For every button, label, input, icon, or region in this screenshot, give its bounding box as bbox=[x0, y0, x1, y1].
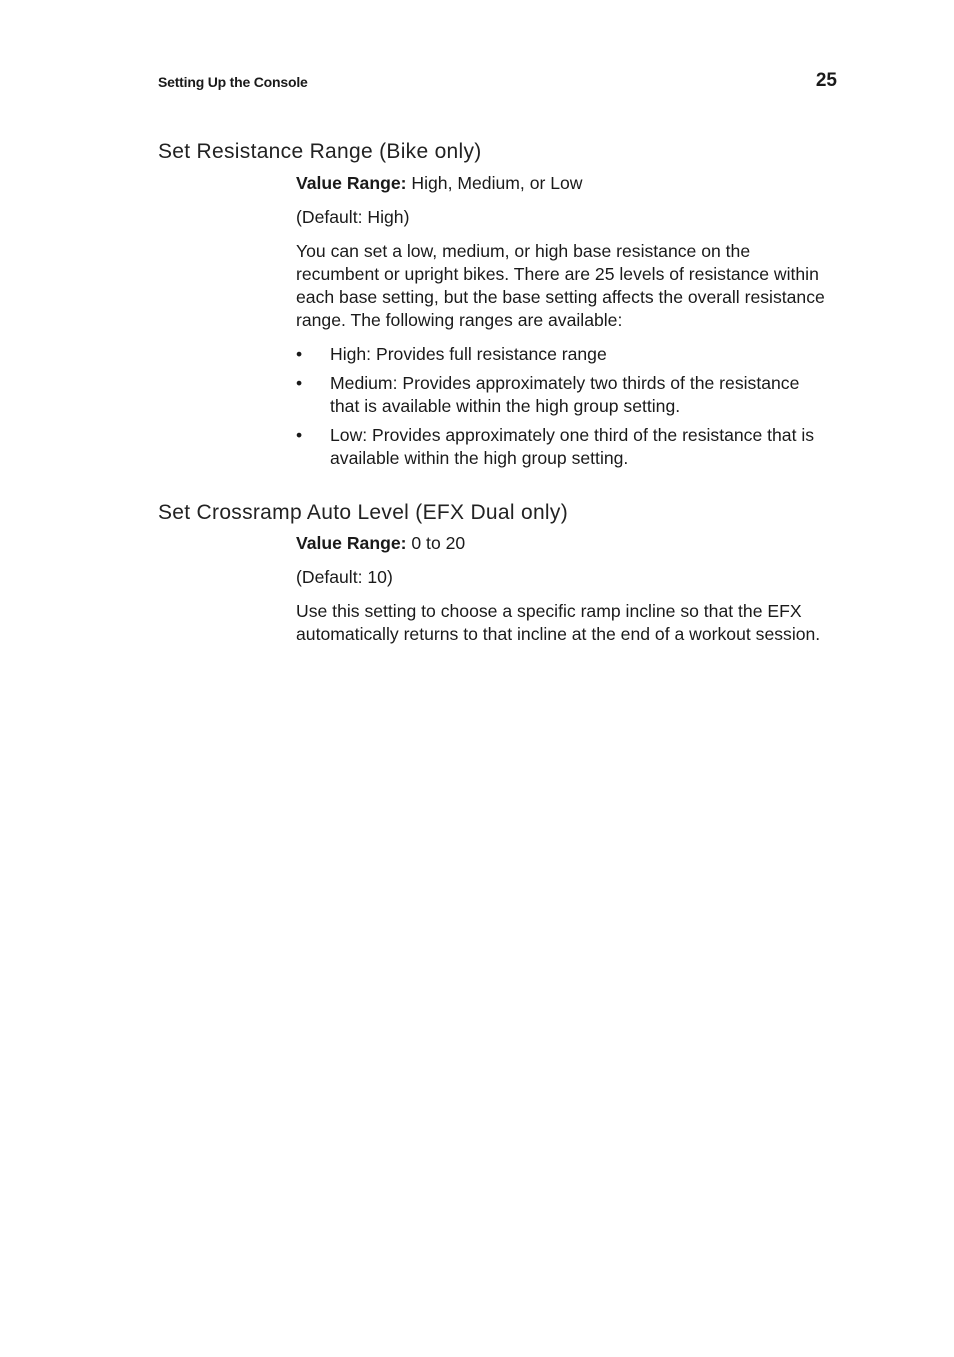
list-item-text: High: Provides full resistance range bbox=[330, 344, 607, 364]
list-item-text: Medium: Provides approximately two thirds of the resistance that is available within the high group setting. bbox=[330, 373, 800, 416]
page-number: 25 bbox=[815, 70, 837, 91]
bullet-icon: • bbox=[296, 344, 303, 364]
section-body-crossramp-auto-level bbox=[296, 532, 831, 657]
section-heading-resistance-range: Set Resistance Range (Bike only) bbox=[158, 140, 482, 163]
bullet-icon: • bbox=[296, 373, 303, 393]
value-range-label: Value Range: bbox=[296, 533, 407, 553]
value-range-line bbox=[296, 532, 831, 555]
section-body-resistance-range bbox=[296, 172, 831, 476]
default-value: (Default: High) bbox=[296, 207, 410, 227]
list-item bbox=[296, 343, 831, 366]
value-range-label: Value Range: bbox=[296, 173, 407, 193]
bullet-icon: • bbox=[296, 425, 303, 445]
section-description: Use this setting to choose a specific ramp incline so that the EFX automatically returns to that incline at the end of a workout session. bbox=[296, 601, 821, 644]
resistance-range-list bbox=[296, 343, 831, 470]
list-item-text: Low: Provides approximately one third of the resistance that is available within the high group setting. bbox=[330, 425, 815, 468]
value-range-value: 0 to 20 bbox=[406, 533, 466, 553]
default-value: (Default: 10) bbox=[296, 567, 393, 587]
list-item bbox=[296, 372, 831, 418]
section-heading-crossramp-auto-level: Set Crossramp Auto Level (EFX Dual only) bbox=[158, 501, 568, 524]
section-description: You can set a low, medium, or high base resistance on the recumbent or upright bikes. There are 25 levels of resistance within each base setting, but the base setting affects the overall resistance range. The following ranges are available: bbox=[296, 241, 825, 330]
value-range-value: High, Medium, or Low bbox=[406, 173, 583, 193]
running-header: Setting Up the Console bbox=[158, 74, 308, 90]
value-range-line bbox=[296, 172, 831, 195]
list-item bbox=[296, 424, 831, 470]
